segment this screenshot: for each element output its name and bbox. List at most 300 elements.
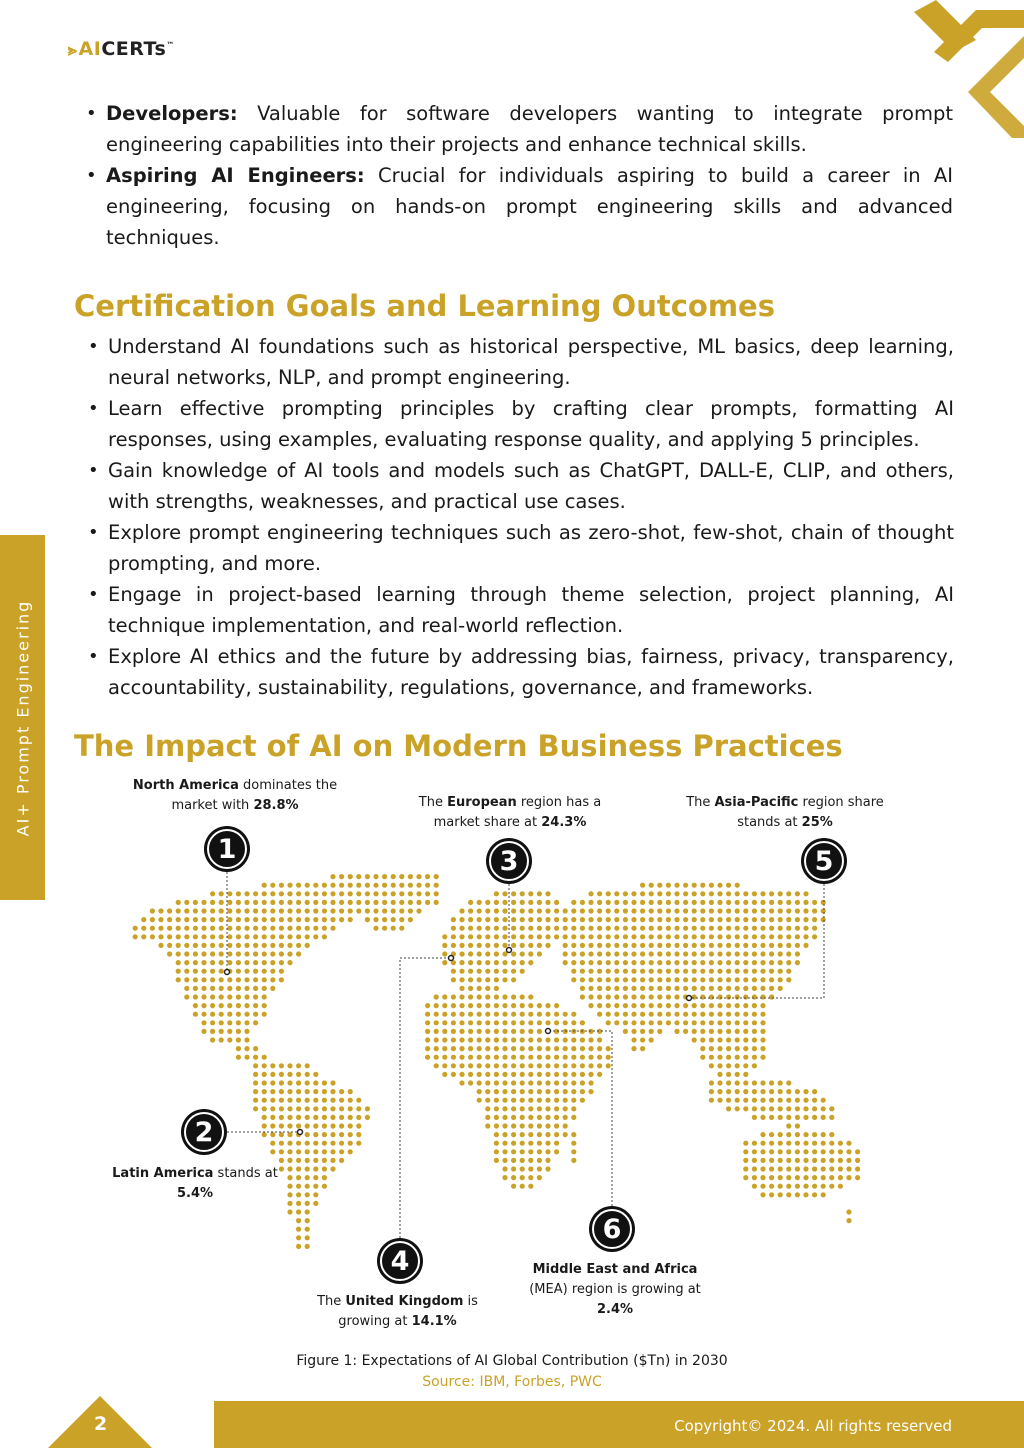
- map-dot: [477, 1020, 482, 1025]
- map-dot: [201, 943, 206, 948]
- map-dot: [726, 969, 731, 974]
- map-dot: [614, 891, 619, 896]
- map-dot: [821, 1166, 826, 1171]
- map-dot: [683, 883, 688, 888]
- map-dot: [494, 934, 499, 939]
- map-dot: [270, 891, 275, 896]
- map-dot: [563, 1020, 568, 1025]
- map-dot: [459, 934, 464, 939]
- map-dot: [244, 934, 249, 939]
- map-dot: [769, 977, 774, 982]
- map-dot: [494, 1106, 499, 1111]
- map-dot: [227, 900, 232, 905]
- map-dot: [760, 1029, 765, 1034]
- map-dot: [640, 1029, 645, 1034]
- map-dot: [786, 1158, 791, 1163]
- map-dot: [520, 1037, 525, 1042]
- anchor-point: [507, 948, 512, 953]
- map-dot: [520, 1072, 525, 1077]
- map-dot: [279, 943, 284, 948]
- map-dot: [270, 1106, 275, 1111]
- region-badge-number: 4: [390, 1246, 410, 1277]
- map-dot: [752, 1080, 757, 1085]
- map-dot: [631, 986, 636, 991]
- map-dot: [597, 994, 602, 999]
- region-badge-1: [204, 826, 250, 872]
- map-dot: [717, 891, 722, 896]
- map-dot: [537, 1063, 542, 1068]
- map-dot: [210, 926, 215, 931]
- map-dot: [382, 874, 387, 879]
- map-dot: [821, 1141, 826, 1146]
- map-dot: [219, 943, 224, 948]
- map-dot: [279, 977, 284, 982]
- map-dot: [244, 1003, 249, 1008]
- map-dot: [511, 1029, 516, 1034]
- map-dot: [244, 986, 249, 991]
- map-dot: [588, 943, 593, 948]
- map-dot: [502, 1132, 507, 1137]
- map-dot: [692, 908, 697, 913]
- map-dot: [193, 943, 198, 948]
- map-dot: [623, 977, 628, 982]
- map-dot: [709, 1063, 714, 1068]
- map-dot: [743, 1098, 748, 1103]
- map-dot: [468, 1055, 473, 1060]
- map-dot: [545, 1080, 550, 1085]
- map-dot: [227, 1020, 232, 1025]
- map-dot: [262, 1063, 267, 1068]
- map-dot: [666, 951, 671, 956]
- map-dot: [451, 1072, 456, 1077]
- map-dot: [752, 986, 757, 991]
- map-dot: [391, 900, 396, 905]
- map-dot: [795, 1192, 800, 1197]
- map-dot: [803, 908, 808, 913]
- map-dot: [330, 1123, 335, 1128]
- map-dot: [674, 926, 679, 931]
- map-dot: [803, 917, 808, 922]
- map-dot: [735, 908, 740, 913]
- map-dot: [674, 1012, 679, 1017]
- map-dot: [382, 917, 387, 922]
- map-dot: [760, 1115, 765, 1120]
- map-dot: [786, 917, 791, 922]
- map-dot: [760, 1192, 765, 1197]
- map-dot: [838, 1166, 843, 1171]
- map-dot: [287, 1089, 292, 1094]
- map-dot: [563, 960, 568, 965]
- map-dot: [743, 1046, 748, 1051]
- map-dot: [262, 1072, 267, 1077]
- map-dot: [614, 986, 619, 991]
- map-dot: [545, 1132, 550, 1137]
- map-dot: [528, 1029, 533, 1034]
- map-dot: [683, 934, 688, 939]
- map-dot: [726, 1020, 731, 1025]
- map-dot: [339, 874, 344, 879]
- map-dot: [434, 1012, 439, 1017]
- map-dot: [520, 1184, 525, 1189]
- map-dot: [287, 1063, 292, 1068]
- map-dot: [528, 1063, 533, 1068]
- map-dot: [571, 1106, 576, 1111]
- map-dot: [219, 1037, 224, 1042]
- map-dot: [649, 917, 654, 922]
- map-dot: [778, 1080, 783, 1085]
- map-dot: [279, 1149, 284, 1154]
- map-dot: [210, 960, 215, 965]
- map-dot: [743, 900, 748, 905]
- map-dot: [502, 1072, 507, 1077]
- map-dot: [735, 883, 740, 888]
- map-dot: [520, 908, 525, 913]
- map-dot: [313, 1089, 318, 1094]
- map-dot: [571, 934, 576, 939]
- map-dot: [769, 951, 774, 956]
- map-dot: [253, 1106, 258, 1111]
- map-dot: [416, 900, 421, 905]
- map-dot: [184, 951, 189, 956]
- map-dot: [571, 1012, 576, 1017]
- map-dot: [262, 977, 267, 982]
- map-dot: [434, 874, 439, 879]
- map-dot: [760, 900, 765, 905]
- map-dot: [683, 900, 688, 905]
- map-dot: [365, 1106, 370, 1111]
- map-dot: [313, 1184, 318, 1189]
- map-dot: [322, 1123, 327, 1128]
- map-dot: [683, 1029, 688, 1034]
- map-dot: [459, 994, 464, 999]
- map-dot: [563, 934, 568, 939]
- map-dot: [425, 1029, 430, 1034]
- map-dot: [614, 951, 619, 956]
- map-dot: [425, 1020, 430, 1025]
- map-dot: [571, 1098, 576, 1103]
- map-dot: [262, 1132, 267, 1137]
- map-dot: [786, 1149, 791, 1154]
- map-dot: [726, 908, 731, 913]
- map-dot: [812, 1115, 817, 1120]
- map-dot: [631, 1003, 636, 1008]
- map-dot: [330, 926, 335, 931]
- map-dot: [743, 977, 748, 982]
- map-dot: [408, 917, 413, 922]
- map-dot: [786, 1184, 791, 1189]
- map-dot: [244, 1029, 249, 1034]
- map-dot: [296, 934, 301, 939]
- map-dot: [769, 994, 774, 999]
- map-dot: [666, 960, 671, 965]
- map-dot: [614, 917, 619, 922]
- map-dot: [683, 951, 688, 956]
- map-dot: [296, 908, 301, 913]
- map-dot: [735, 1020, 740, 1025]
- map-dot: [485, 943, 490, 948]
- map-dot: [520, 917, 525, 922]
- map-dot: [778, 891, 783, 896]
- map-dot: [520, 1149, 525, 1154]
- map-dot: [657, 1029, 662, 1034]
- map-dot: [520, 1020, 525, 1025]
- map-dot: [752, 1115, 757, 1120]
- map-dot: [244, 977, 249, 982]
- map-dot: [296, 1184, 301, 1189]
- list-item: • Aspiring AI Engineers: Crucial for individuals aspiring to build a career in AI engineering, focusing on hands-on prompt engineering skills and advanced techniques.: [80, 160, 953, 253]
- map-dot: [709, 917, 714, 922]
- map-dot: [468, 926, 473, 931]
- map-dot: [700, 926, 705, 931]
- map-dot: [829, 1166, 834, 1171]
- map-dot: [580, 969, 585, 974]
- map-dot: [330, 1106, 335, 1111]
- map-dot: [588, 960, 593, 965]
- map-dot: [459, 1020, 464, 1025]
- map-dot: [201, 908, 206, 913]
- map-dot: [270, 1063, 275, 1068]
- map-dot: [752, 943, 757, 948]
- map-dot: [287, 1106, 292, 1111]
- map-dot: [657, 908, 662, 913]
- map-dot: [468, 994, 473, 999]
- map-dot: [434, 1003, 439, 1008]
- map-dot: [760, 917, 765, 922]
- map-dot: [287, 917, 292, 922]
- map-dot: [184, 900, 189, 905]
- map-dot: [640, 1037, 645, 1042]
- map-dot: [322, 1175, 327, 1180]
- map-dot: [743, 1020, 748, 1025]
- map-dot: [846, 1141, 851, 1146]
- map-dot: [150, 934, 155, 939]
- map-dot: [494, 1055, 499, 1060]
- map-dot: [778, 1158, 783, 1163]
- map-dot: [580, 960, 585, 965]
- map-dot: [416, 874, 421, 879]
- map-dot: [709, 943, 714, 948]
- map-dot: [167, 951, 172, 956]
- map-dot: [477, 1080, 482, 1085]
- map-dot: [563, 1115, 568, 1120]
- map-dot: [451, 1037, 456, 1042]
- map-dot: [683, 943, 688, 948]
- map-dot: [348, 1098, 353, 1103]
- map-dot: [442, 960, 447, 965]
- map-dot: [563, 908, 568, 913]
- map-dot: [502, 926, 507, 931]
- map-dot: [511, 891, 516, 896]
- map-dot: [649, 1003, 654, 1008]
- map-dot: [477, 926, 482, 931]
- map-dot: [717, 1020, 722, 1025]
- map-dot: [545, 900, 550, 905]
- map-dot: [210, 1003, 215, 1008]
- map-dot: [305, 1235, 310, 1240]
- map-dot: [305, 1106, 310, 1111]
- map-dot: [348, 1149, 353, 1154]
- map-dot: [812, 917, 817, 922]
- map-dot: [580, 908, 585, 913]
- map-dot: [279, 1158, 284, 1163]
- map-dot: [502, 900, 507, 905]
- map-dot: [201, 960, 206, 965]
- map-dot: [571, 917, 576, 922]
- map-dot: [769, 1184, 774, 1189]
- map-dot: [580, 1055, 585, 1060]
- callout-north-america: North America dominates the market with 28.8%: [132, 778, 338, 813]
- map-dot: [760, 1149, 765, 1154]
- map-dot: [253, 969, 258, 974]
- map-dot: [554, 900, 559, 905]
- map-dot: [477, 977, 482, 982]
- map-dot: [219, 1012, 224, 1017]
- map-dot: [588, 986, 593, 991]
- map-dot: [511, 977, 516, 982]
- map-dot: [313, 1106, 318, 1111]
- map-dot: [709, 986, 714, 991]
- map-dot: [459, 1012, 464, 1017]
- map-dot: [494, 1020, 499, 1025]
- map-dot: [511, 1098, 516, 1103]
- region-badge-2: [181, 1109, 227, 1155]
- map-dot: [485, 951, 490, 956]
- map-dot: [795, 960, 800, 965]
- map-dot: [287, 1115, 292, 1120]
- map-dot: [468, 1072, 473, 1077]
- map-dot: [537, 917, 542, 922]
- map-dot: [451, 1003, 456, 1008]
- map-dot: [674, 917, 679, 922]
- aicerts-logo: ⪢AICERTs™: [68, 38, 175, 60]
- map-dot: [795, 1123, 800, 1128]
- map-dot: [537, 1149, 542, 1154]
- map-dot: [614, 1003, 619, 1008]
- map-dot: [760, 1184, 765, 1189]
- map-dot: [649, 951, 654, 956]
- sidebar-label: AI+ Prompt Engineering: [13, 599, 32, 836]
- map-dot: [795, 1098, 800, 1103]
- map-dot: [279, 1063, 284, 1068]
- map-dot: [752, 1046, 757, 1051]
- map-dot: [313, 1201, 318, 1206]
- map-dot: [580, 917, 585, 922]
- map-dot: [657, 969, 662, 974]
- map-dot: [588, 1055, 593, 1060]
- map-dot: [709, 960, 714, 965]
- map-dot: [485, 908, 490, 913]
- map-dot: [244, 960, 249, 965]
- map-dot: [846, 1175, 851, 1180]
- map-dot: [700, 977, 705, 982]
- map-dot: [588, 900, 593, 905]
- map-dot: [821, 1158, 826, 1163]
- map-dot: [502, 908, 507, 913]
- callout-middle-east-africa: Middle East and Africa (MEA) region is growing at 2.4%: [529, 1262, 701, 1317]
- map-dot: [623, 891, 628, 896]
- map-dot: [812, 1158, 817, 1163]
- map-dot: [571, 1055, 576, 1060]
- map-dot: [735, 1029, 740, 1034]
- map-dot: [236, 969, 241, 974]
- map-dot: [348, 1089, 353, 1094]
- map-dot: [795, 1106, 800, 1111]
- map-dot: [511, 1055, 516, 1060]
- map-dot: [348, 1115, 353, 1120]
- map-dot: [219, 1029, 224, 1034]
- map-dot: [769, 960, 774, 965]
- map-dot: [477, 900, 482, 905]
- map-dot: [821, 900, 826, 905]
- map-dot: [657, 943, 662, 948]
- map-dot: [167, 917, 172, 922]
- map-dot: [485, 1089, 490, 1094]
- map-dot: [700, 891, 705, 896]
- map-dot: [735, 1055, 740, 1060]
- map-dot: [778, 900, 783, 905]
- map-dot: [494, 951, 499, 956]
- map-dot: [253, 960, 258, 965]
- map-dot: [193, 1012, 198, 1017]
- map-dot: [502, 1046, 507, 1051]
- map-dot: [537, 951, 542, 956]
- map-dot: [511, 1072, 516, 1077]
- map-dot: [795, 891, 800, 896]
- map-dot: [545, 1166, 550, 1171]
- map-dot: [279, 960, 284, 965]
- map-dot: [356, 874, 361, 879]
- map-dot: [296, 1209, 301, 1214]
- map-dot: [821, 1098, 826, 1103]
- map-dot: [322, 1132, 327, 1137]
- map-dot: [305, 1244, 310, 1249]
- map-dot: [674, 1020, 679, 1025]
- map-dot: [545, 1055, 550, 1060]
- map-dot: [752, 1106, 757, 1111]
- map-dot: [348, 908, 353, 913]
- map-dot: [726, 917, 731, 922]
- map-dot: [735, 1063, 740, 1068]
- map-dot: [133, 934, 138, 939]
- map-dot: [270, 1149, 275, 1154]
- map-dot: [786, 960, 791, 965]
- map-dot: [296, 1115, 301, 1120]
- map-dot: [296, 891, 301, 896]
- map-dot: [511, 900, 516, 905]
- map-dot: [700, 883, 705, 888]
- map-dot: [477, 917, 482, 922]
- map-dot: [537, 934, 542, 939]
- map-dot: [631, 1029, 636, 1034]
- map-dot: [657, 900, 662, 905]
- map-dot: [520, 1115, 525, 1120]
- map-dot: [511, 1175, 516, 1180]
- map-dot: [425, 874, 430, 879]
- map-dot: [434, 1029, 439, 1034]
- map-dot: [597, 1037, 602, 1042]
- map-dot: [778, 977, 783, 982]
- map-dot: [674, 969, 679, 974]
- map-dot: [236, 1020, 241, 1025]
- map-dot: [296, 1063, 301, 1068]
- map-dot: [150, 908, 155, 913]
- map-dot: [786, 1098, 791, 1103]
- map-dot: [683, 1003, 688, 1008]
- map-dot: [520, 1098, 525, 1103]
- map-dot: [339, 883, 344, 888]
- map-dot: [253, 934, 258, 939]
- map-dot: [270, 1098, 275, 1103]
